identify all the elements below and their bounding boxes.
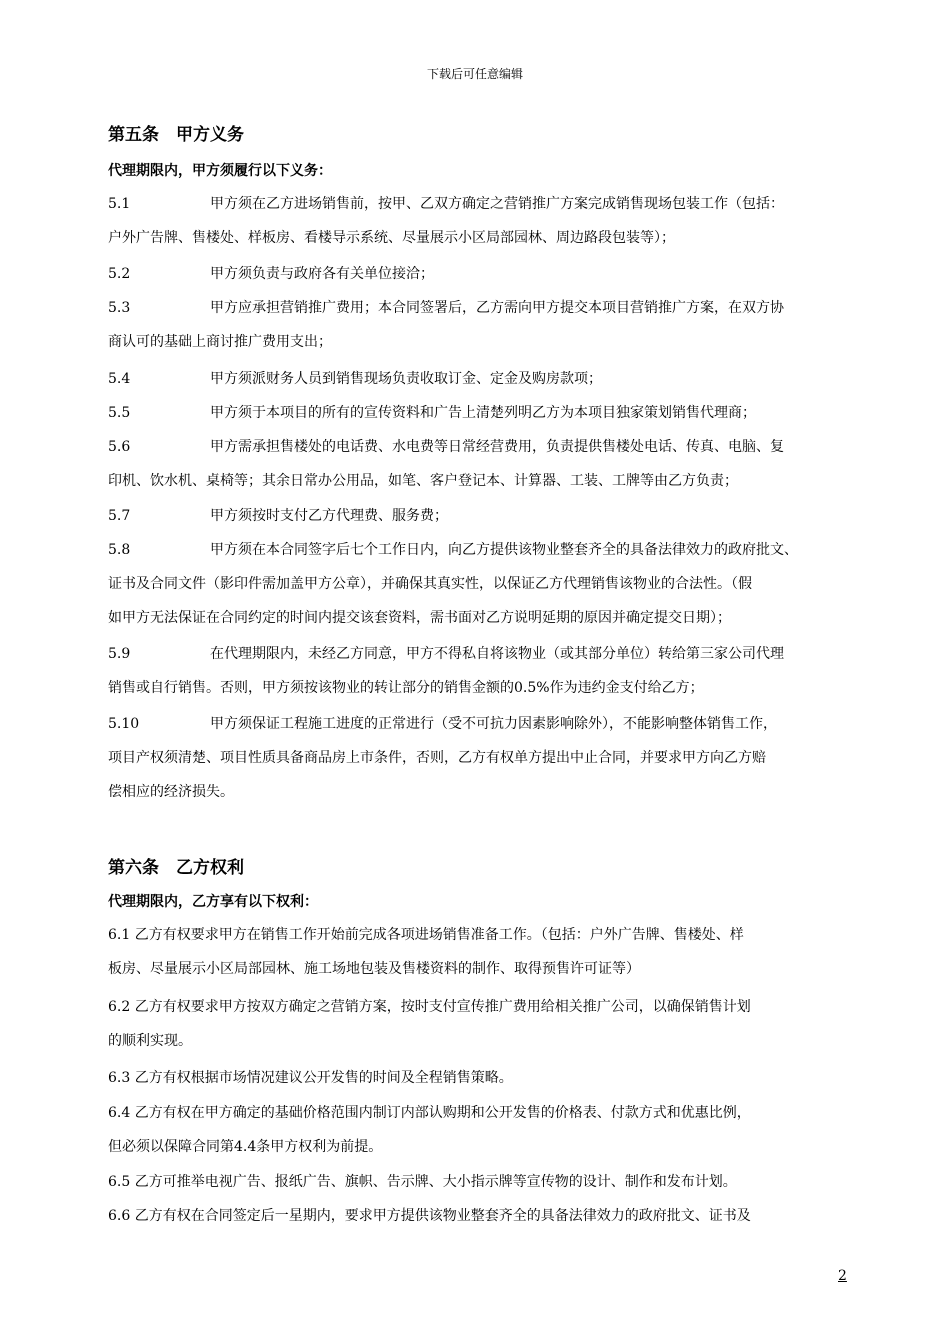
clause-line: 6.6 乙方有权在合同签定后一星期内，要求甲方提供该物业整套齐全的具备法律效力的政府批文、证书及 [108,1208,751,1224]
clause-text: 甲方须保证工程施工进度的正常进行（受不可抗力因素影响除外），不能影响整体销售工作， [210,716,777,732]
clause-5-6 [108,430,884,498]
clause-line: 项目产权须清楚、项目性质具备商品房上市条件，否则，乙方有权单方提出中止合同，并要求甲方向乙方赔 [108,750,766,766]
clause-6-6 [108,1199,884,1233]
clause-number: 5.3 [108,300,131,316]
clause-text: 甲方须在本合同签字后七个工作日内，向乙方提供该物业整套齐全的具备法律效力的政府批文、 [210,542,798,558]
clause-line: 6.2 乙方有权要求甲方按双方确定之营销方案，按时支付宣传推广费用给相关推广公司，以确保销售计划 [108,999,751,1015]
clause-6-1 [108,918,884,986]
clause-line: 商认可的基础上商讨推广费用支出； [108,334,332,350]
page-header: 下载后可任意编辑 [426,67,523,81]
clause-line: 6.3 乙方有权根据市场情况建议公开发售的时间及全程销售策略。 [108,1070,513,1086]
clause-text: 在代理期限内，未经乙方同意，甲方不得私自将该物业（或其部分单位）转给第三家公司代理 [210,646,784,662]
clause-line: 印机、饮水机、桌椅等；其余日常办公用品，如笔、客户登记本、计算器、工装、工牌等由乙方负责； [108,473,738,489]
clause-number: 5.9 [108,646,131,662]
clause-5-2 [108,257,884,291]
clause-6-3 [108,1061,884,1095]
clause-5-8 [108,533,884,635]
clause-5-7 [108,499,884,533]
clause-line [108,187,884,221]
clause-5-5 [108,396,884,430]
clause-line: 6.4 乙方有权在甲方确定的基础价格范围内制订内部认购期和公开发售的价格表、付款方式和优惠比例， [108,1105,751,1121]
clause-line: 证书及合同文件（影印件需加盖甲方公章），并确保其真实性，以保证乙方代理销售该物业的合法性。（假 [108,576,752,592]
clause-6-5 [108,1165,884,1199]
clause-line [108,533,884,567]
clause-number: 5.4 [108,371,131,387]
clause-line: 6.1 乙方有权要求甲方在销售工作开始前完成各项进场销售准备工作。（包括：户外广告牌、售楼处、样 [108,927,744,943]
clause-line [108,707,884,741]
page-number: 2 [838,1268,847,1284]
clause-5-9 [108,637,884,705]
clause-line: 板房、尽量展示小区局部园林、施工场地包装及售楼资料的制作、取得预售许可证等） [108,961,640,977]
clause-text: 甲方应承担营销推广费用；本合同签署后，乙方需向甲方提交本项目营销推广方案，在双方协 [210,300,784,316]
section-6-intro: 代理期限内，乙方享有以下权利： [108,894,318,910]
clause-number: 5.5 [108,405,131,421]
clause-line [108,637,884,671]
clause-5-10 [108,707,884,809]
clause-5-4 [108,362,884,396]
clause-line: 销售或自行销售。否则，甲方须按该物业的转让部分的销售金额的0.5%作为违约金支付给乙方； [108,680,704,696]
clause-line: 户外广告牌、售楼处、样板房、看楼导示系统、尽量展示小区局部园林、周边路段包装等）； [108,230,675,246]
clause-number: 5.1 [108,196,131,212]
clause-number: 5.2 [108,266,131,282]
clause-line: 但必须以保障合同第4.4条甲方权利为前提。 [108,1139,383,1155]
clause-line: 如甲方无法保证在合同约定的时间内提交该套资料，需书面对乙方说明延期的原因并确定提交日期）； [108,610,731,626]
clause-line [108,430,884,464]
clause-5-1 [108,187,884,255]
clause-text: 甲方须按时支付乙方代理费、服务费； [210,508,448,524]
clause-line: 6.5 乙方可推举电视广告、报纸广告、旗帜、告示牌、大小指示牌等宣传物的设计、制作和发布计划。 [108,1174,737,1190]
clause-6-2 [108,990,884,1058]
clause-number: 5.8 [108,542,131,558]
section-6-title: 第六条 乙方权利 [108,858,244,878]
clause-text: 甲方须负责与政府各有关单位接洽； [210,266,434,282]
clause-line [108,291,884,325]
clause-text: 甲方须于本项目的所有的宣传资料和广告上清楚列明乙方为本项目独家策划销售代理商； [210,405,756,421]
clause-text: 甲方须在乙方进场销售前，按甲、乙双方确定之营销推广方案完成销售现场包装工作（包括： [210,196,784,212]
clause-line [108,396,884,430]
clause-line [108,362,884,396]
clause-line [108,499,884,533]
clause-line: 偿相应的经济损失。 [108,784,234,800]
section-5-intro: 代理期限内，甲方须履行以下义务： [108,163,332,179]
clause-6-4 [108,1096,884,1164]
section-5-title: 第五条 甲方义务 [108,125,244,145]
clause-text: 甲方需承担售楼处的电话费、水电费等日常经营费用，负责提供售楼处电话、传真、电脑、复 [210,439,784,455]
clause-number: 5.10 [108,716,140,732]
clause-5-3 [108,291,884,359]
clause-text: 甲方须派财务人员到销售现场负责收取订金、定金及购房款项； [210,371,602,387]
clause-line [108,257,884,291]
clause-number: 5.7 [108,508,131,524]
clause-number: 5.6 [108,439,131,455]
clause-line: 的顺利实现。 [108,1033,192,1049]
